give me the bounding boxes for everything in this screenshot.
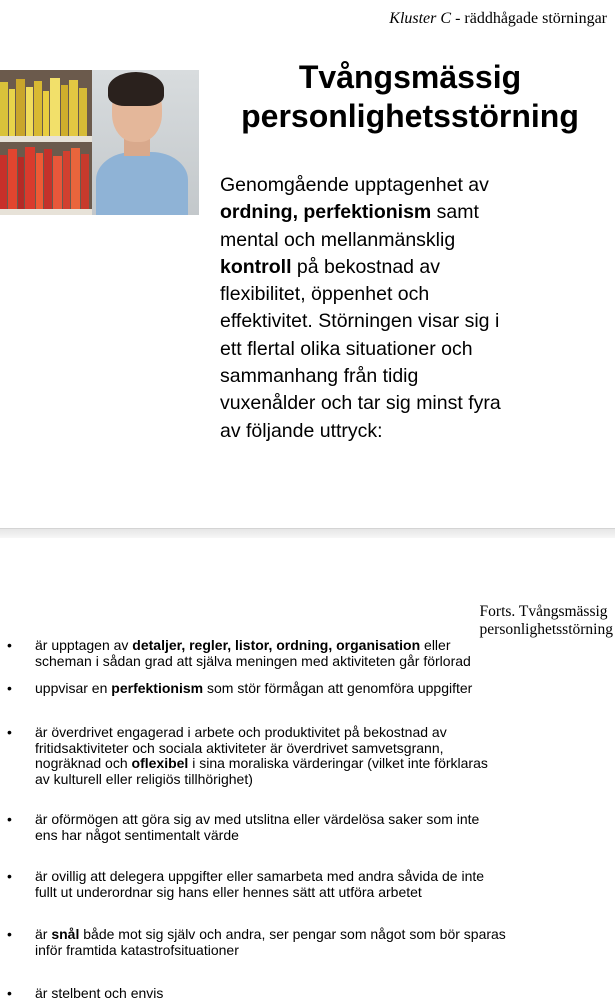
text-run: sammanhang från tidig — [220, 365, 419, 388]
bold-text-run: detaljer, regler, listor, ordning, organisation — [132, 637, 421, 653]
bold-text-run: snål — [51, 926, 80, 942]
bullet-dot: • — [7, 724, 12, 740]
paragraph-line — [220, 363, 600, 390]
paragraph-line — [220, 336, 600, 363]
man-shirt — [96, 152, 188, 215]
text-run: är — [35, 926, 52, 942]
text-run: är ovillig att delegera uppgifter eller samarbeta med andra såvida de inte — [35, 868, 485, 884]
slide-title-line-1: Tvångsmässig — [298, 59, 522, 95]
bold-text-run: ordning, perfektionism — [220, 201, 432, 224]
slide-divider — [0, 528, 615, 538]
text-run: fullt ut underordnar sig hans eller hennes sätt att utföra arbetet — [35, 883, 422, 900]
text-run: flexibilitet, öppenhet och — [220, 283, 430, 306]
criteria-line — [35, 828, 595, 844]
text-run: uppvisar en — [35, 680, 112, 696]
bullet-dot: • — [7, 811, 12, 827]
criteria-line — [35, 986, 595, 1002]
paragraph-line — [220, 308, 600, 335]
continuation-label-line-1: Forts. Tvångsmässig — [479, 603, 608, 620]
criteria-line — [35, 725, 595, 741]
text-run: är överdrivet engagerad i arbete och produktivitet på bekostnad av — [35, 724, 447, 740]
criteria-line — [35, 741, 595, 757]
cluster-label-rest: - räddhågade störningar — [451, 10, 607, 27]
slide-title — [205, 58, 615, 136]
slide-title-line-2: personlighetsstörning — [241, 98, 579, 134]
text-run: vuxenålder och tar sig minst fyra — [220, 392, 501, 415]
bullet-dot: • — [7, 868, 12, 884]
definition-paragraph — [220, 172, 600, 445]
text-run: effektivitet. Störningen visar sig i — [220, 310, 500, 333]
text-run: eller — [420, 637, 451, 653]
criteria-text — [35, 812, 595, 843]
continuation-label-line-2: personlighetsstörning — [479, 621, 613, 638]
paragraph-line — [220, 199, 600, 226]
criteria-text — [35, 986, 595, 1002]
criteria-line — [35, 681, 595, 697]
bullet-dot: • — [7, 637, 12, 653]
text-run: nogräknad och — [35, 755, 132, 771]
text-run: ett flertal olika situationer och — [220, 337, 473, 360]
text-run: i sina moraliska värderingar (vilket inte förklaras — [188, 755, 488, 771]
criteria-text — [35, 927, 595, 958]
text-run: mental och mellanmänsklig — [220, 228, 456, 251]
text-run: som stör förmågan att genomföra uppgifter — [203, 680, 473, 696]
text-run: på bekostnad av — [291, 255, 441, 278]
paragraph-line — [220, 254, 600, 281]
text-run: Genomgående upptagenhet av — [220, 174, 489, 196]
text-run: både mot sig själv och andra, ser pengar som något som bör sparas — [79, 926, 506, 942]
text-run: är oförmögen att göra sig av med utslitna eller värdelösa saker som inte — [35, 811, 480, 827]
paragraph-line — [220, 227, 600, 254]
man-hair — [108, 72, 164, 106]
criteria-text — [35, 869, 595, 900]
bullet-dot: • — [7, 985, 12, 1001]
text-run: av kulturell eller religiös tillhörighet) — [35, 770, 253, 787]
paragraph-line — [220, 390, 600, 417]
criteria-line — [35, 638, 595, 654]
continuation-label — [480, 603, 613, 639]
paragraph-line — [220, 418, 600, 445]
text-run: samt — [431, 201, 479, 224]
criteria-line — [35, 812, 595, 828]
bullet-dot: • — [7, 926, 12, 942]
criteria-text — [35, 725, 595, 787]
text-run: är upptagen av — [35, 637, 133, 653]
criteria-line — [35, 927, 595, 943]
cluster-label — [389, 10, 607, 28]
paragraph-line — [220, 172, 600, 199]
bold-text-run: oflexibel — [131, 755, 189, 771]
bookshelf — [0, 70, 92, 215]
criteria-line — [35, 654, 595, 670]
criteria-line — [35, 885, 595, 901]
text-run: fritidsaktiviteter och sociala aktiviteter är överdrivet samvetsgrann, — [35, 739, 444, 756]
text-run: är stelbent och envis — [35, 985, 164, 1001]
criteria-line — [35, 772, 595, 788]
criteria-line — [35, 943, 595, 959]
paragraph-line — [220, 281, 600, 308]
criteria-line — [35, 869, 595, 885]
man-bookshelf-photo — [0, 70, 199, 215]
bold-text-run: kontroll — [220, 255, 292, 278]
text-run: scheman i sådan grad att själva meningen med aktiviteten går förlorad — [35, 652, 471, 669]
text-run: ens har något sentimentalt värde — [35, 826, 239, 843]
criteria-line — [35, 756, 595, 772]
text-run: inför framtida katastrofsituationer — [35, 941, 239, 958]
criteria-text — [35, 681, 595, 697]
slide-2 — [0, 538, 615, 1008]
bullet-dot: • — [7, 680, 12, 696]
text-run: av följande uttryck: — [220, 419, 383, 442]
criteria-text — [35, 638, 595, 669]
bold-text-run: perfektionism — [111, 680, 204, 696]
cluster-label-italic: Kluster C — [389, 10, 452, 27]
